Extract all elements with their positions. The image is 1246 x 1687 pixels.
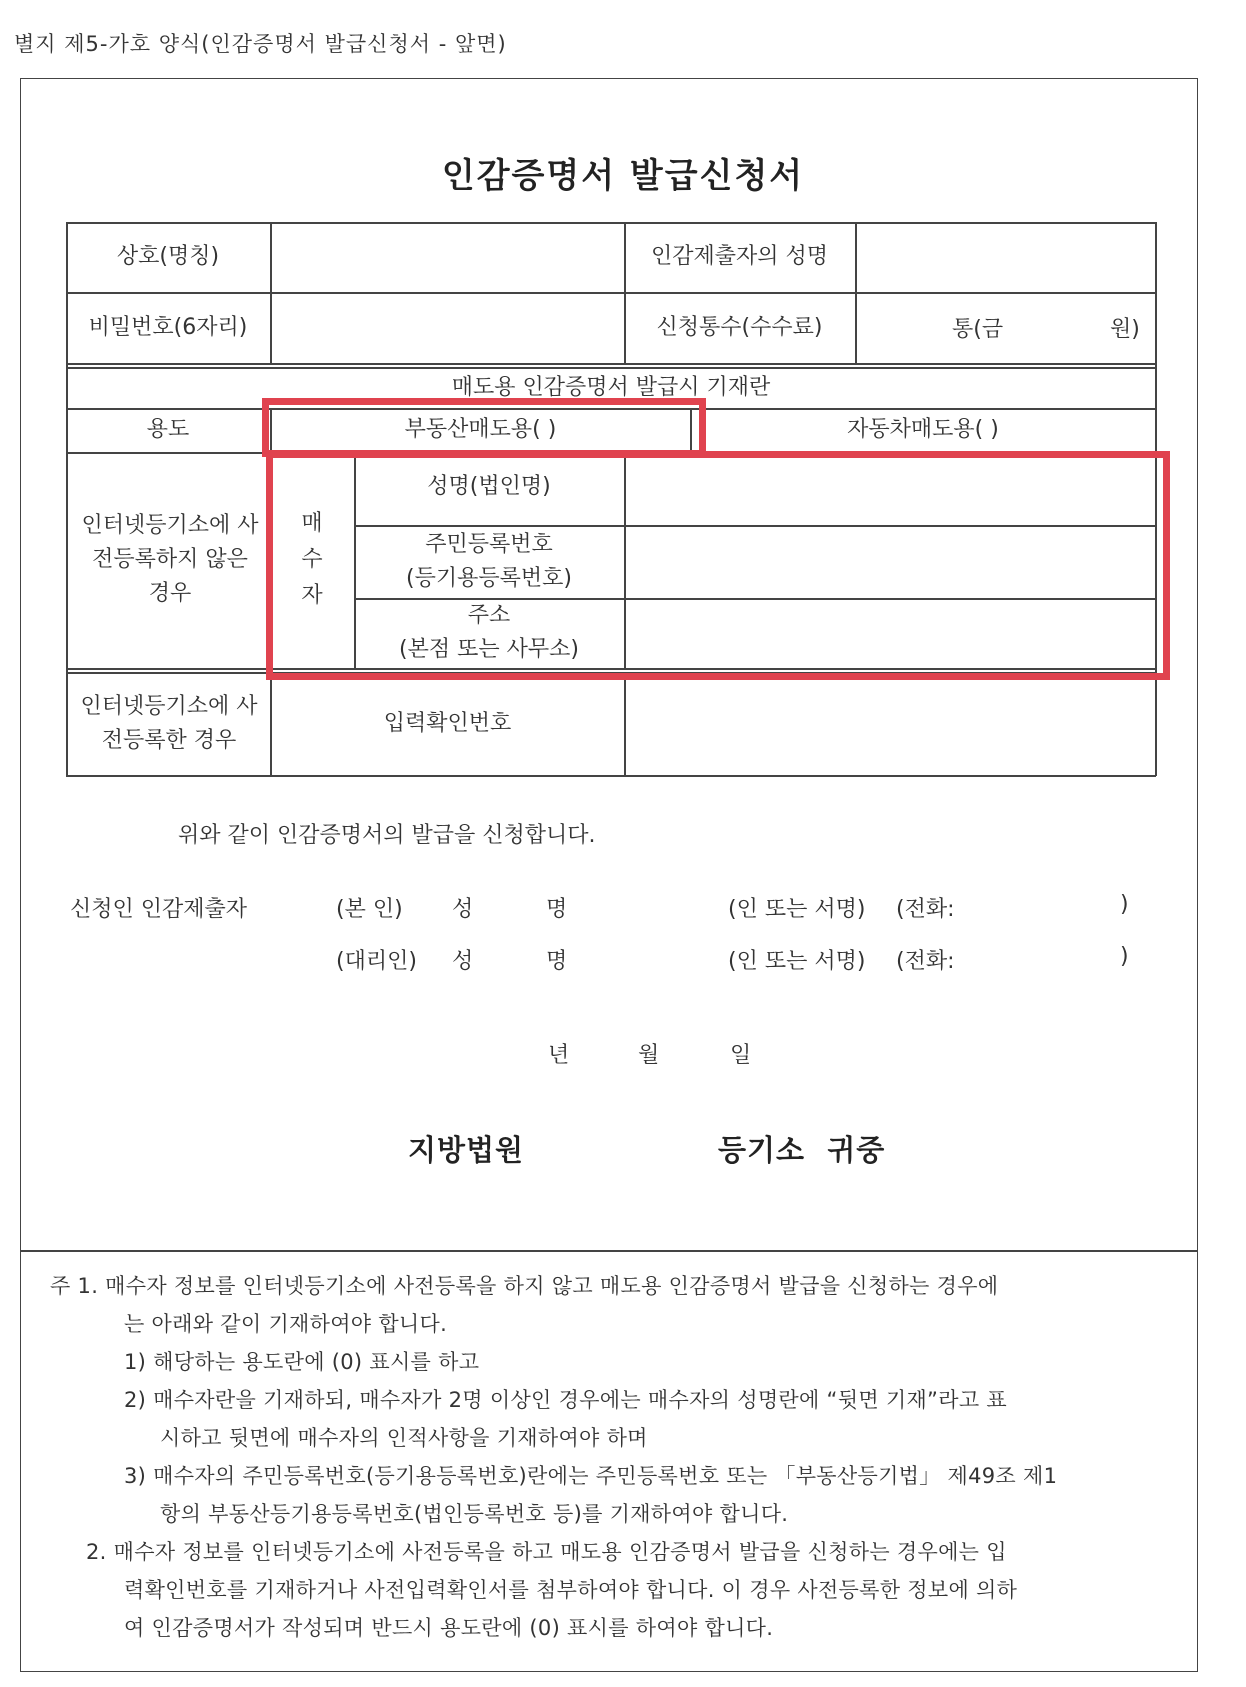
note-line: 2. 매수자 정보를 인터넷등기소에 사전등록을 하고 매도용 인감증명서 발급을 신청하는 경우에는 입 xyxy=(86,1540,1007,1564)
applicant-label: 신청인 인감제출자 xyxy=(70,897,248,922)
self-name-seong: 성 xyxy=(452,897,474,922)
sale-section-header: 매도용 인감증명서 발급시 기재란 xyxy=(451,375,771,400)
note-line: 3) 매수자의 주민등록번호(등기용등록번호)란에는 주민등록번호 또는 「부동산등기법」 제49조 제1 xyxy=(124,1464,1058,1488)
buyer-address-label-line1: 주소 xyxy=(467,603,511,628)
purpose-label: 용도 xyxy=(146,417,190,442)
not-preregistered-label: 인터넷등기소에 사전등록하지 않은 경우 xyxy=(81,513,259,606)
confirm-number-label: 입력확인번호 xyxy=(383,710,512,736)
agent-name-seong: 성 xyxy=(452,949,474,974)
self-role: (본 인) xyxy=(336,897,403,922)
trade-name-field[interactable] xyxy=(271,222,624,292)
date-year: 년 xyxy=(548,1043,570,1068)
trade-name-label: 상호(명칭) xyxy=(116,244,220,269)
buyer-address-label-line2: (본점 또는 사무소) xyxy=(399,637,579,662)
note-line: 항의 부동산등기용등록번호(법인등록번호 등)를 기재하여야 합니다. xyxy=(160,1502,789,1526)
won-unit: 원) xyxy=(1110,317,1140,342)
agent-phone: (전화: xyxy=(896,949,955,974)
password-field[interactable] xyxy=(271,292,624,363)
vehicle-sale-option[interactable]: 자동차매도용( ) xyxy=(847,417,999,442)
buyer-highlight-box xyxy=(266,451,1170,680)
self-name-myeong: 명 xyxy=(546,897,568,922)
submitter-name-field[interactable] xyxy=(856,222,1155,292)
note-line: 시하고 뒷면에 매수자의 인적사항을 기재하여야 하며 xyxy=(160,1426,648,1450)
agent-name-myeong: 명 xyxy=(546,949,568,974)
district-court: 지방법원 xyxy=(408,1133,525,1167)
note-line: 여 인감증명서가 작성되며 반드시 용도란에 (0) 표시를 하여야 합니다. xyxy=(124,1616,774,1640)
agent-seal: (인 또는 서명) xyxy=(728,949,866,974)
submitter-name-label: 인감제출자의 성명 xyxy=(650,244,828,269)
preregistered-label: 인터넷등기소에 사전등록한 경우 xyxy=(80,693,258,753)
self-phone: (전화: xyxy=(896,897,955,922)
note-line: 1) 해당하는 용도란에 (0) 표시를 하고 xyxy=(124,1350,480,1374)
date-month: 월 xyxy=(638,1043,660,1068)
self-seal: (인 또는 서명) xyxy=(728,897,866,922)
buyer-name-label: 성명(법인명) xyxy=(427,474,551,499)
declaration-text: 위와 같이 인감증명서의 발급을 신청합니다. xyxy=(178,823,596,848)
note-line: 2) 매수자란을 기재하되, 매수자가 2명 이상인 경우에는 매수자의 성명란에 “뒷면 기재”라고 표 xyxy=(124,1388,1007,1412)
date-day: 일 xyxy=(730,1043,752,1068)
password-label: 비밀번호(6자리) xyxy=(88,314,248,340)
copies-unit: 통(금 xyxy=(952,317,1004,342)
buyer-label: 매 수 자 xyxy=(301,511,323,608)
registry-office: 등기소 귀중 xyxy=(718,1133,886,1167)
self-phone-close: ) xyxy=(1120,892,1129,917)
note-line: 주 1. 매수자 정보를 인터넷등기소에 사전등록을 하지 않고 매도용 인감증명서 발급을 신청하는 경우에 xyxy=(50,1274,999,1298)
note-line: 는 아래와 같이 기재하여야 합니다. xyxy=(124,1312,448,1336)
buyer-id-label-line1: 주민등록번호 xyxy=(425,531,553,557)
form-label: 별지 제5-가호 양식(인감증명서 발급신청서 - 앞면) xyxy=(14,32,507,56)
confirm-number-field[interactable] xyxy=(625,672,1155,775)
note-line: 력확인번호를 기재하거나 사전입력확인서를 첨부하여야 합니다. 이 경우 사전등록한 정보에 의하 xyxy=(124,1578,1018,1602)
form-title: 인감증명서 발급신청서 xyxy=(441,156,805,196)
agent-role: (대리인) xyxy=(336,949,417,974)
purpose-highlight-box xyxy=(262,398,706,457)
real-estate-sale-option[interactable]: 부동산매도용( ) xyxy=(404,417,557,442)
copies-fee-label: 신청통수(수수료) xyxy=(656,314,823,340)
buyer-id-label-line2: (등기용등록번호) xyxy=(406,565,572,591)
agent-phone-close: ) xyxy=(1120,944,1129,969)
